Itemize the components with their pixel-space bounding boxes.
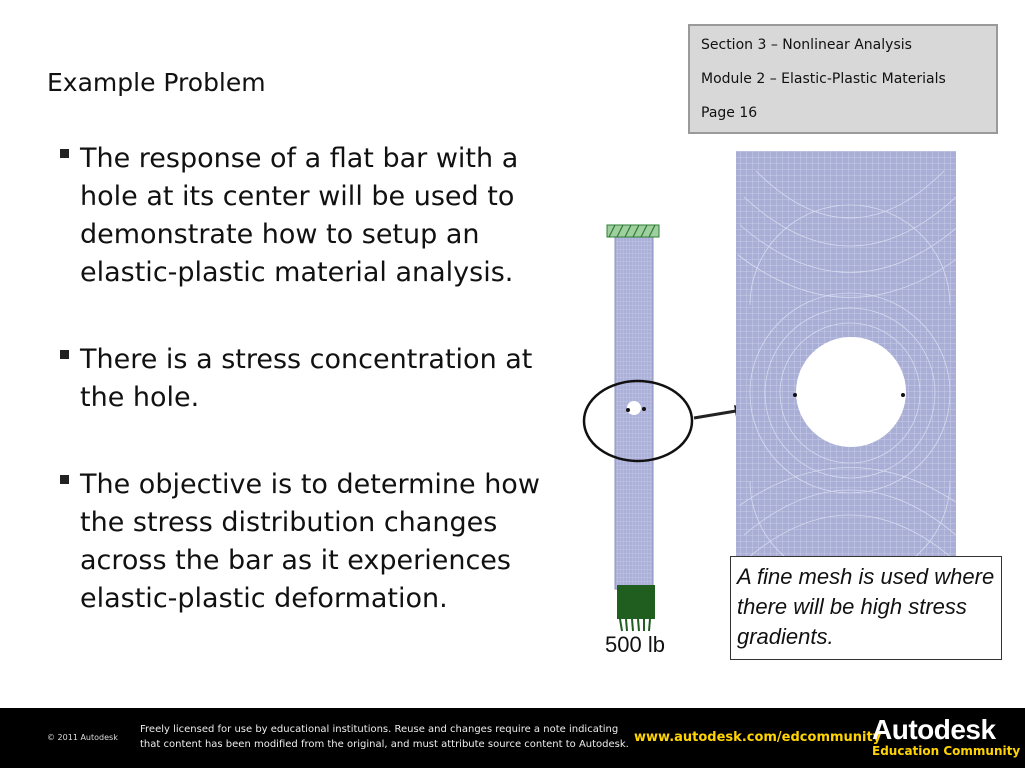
website-link[interactable]: www.autodesk.com/edcommunity xyxy=(634,730,882,745)
page-number: Page 16 xyxy=(701,105,758,121)
hole xyxy=(796,337,906,447)
education-community-label: Education Community xyxy=(872,744,1021,758)
bullet-square-icon xyxy=(60,149,69,158)
bullet-square-icon xyxy=(60,350,69,359)
slide-title: Example Problem xyxy=(47,68,266,97)
section-info-box xyxy=(688,24,998,134)
copyright-text: © 2011 Autodesk xyxy=(47,733,118,742)
load-label: 500 lb xyxy=(605,632,665,657)
fixed-constraint-icon xyxy=(607,225,659,237)
applied-load-icon xyxy=(617,585,655,631)
autodesk-logo: Autodesk xyxy=(872,714,996,745)
bullet-square-icon xyxy=(60,475,69,484)
license-text: Freely licensed for use by educational institutions. Reuse and changes require a note indicating that content has been modified from the original, and must attribute source content to Autodesk. xyxy=(140,724,629,750)
mesh-detail-view xyxy=(736,151,962,581)
bullet-text: The objective is to determine how the stress distribution changes across the bar as it experiences elastic-plastic deformation. xyxy=(80,469,540,614)
bullet-text: There is a stress concentration at the hole. xyxy=(80,344,533,413)
module-label: Module 2 – Elastic-Plastic Materials xyxy=(701,71,946,87)
full-bar-model xyxy=(584,225,692,631)
bullet-text: The response of a flat bar with a hole at its center will be used to demonstrate how to setup an elastic-plastic material analysis. xyxy=(80,143,519,288)
section-label: Section 3 – Nonlinear Analysis xyxy=(701,37,912,53)
mesh-callout: A fine mesh is used where there will be high stress gradients. xyxy=(730,556,1002,660)
footer xyxy=(0,708,1025,768)
